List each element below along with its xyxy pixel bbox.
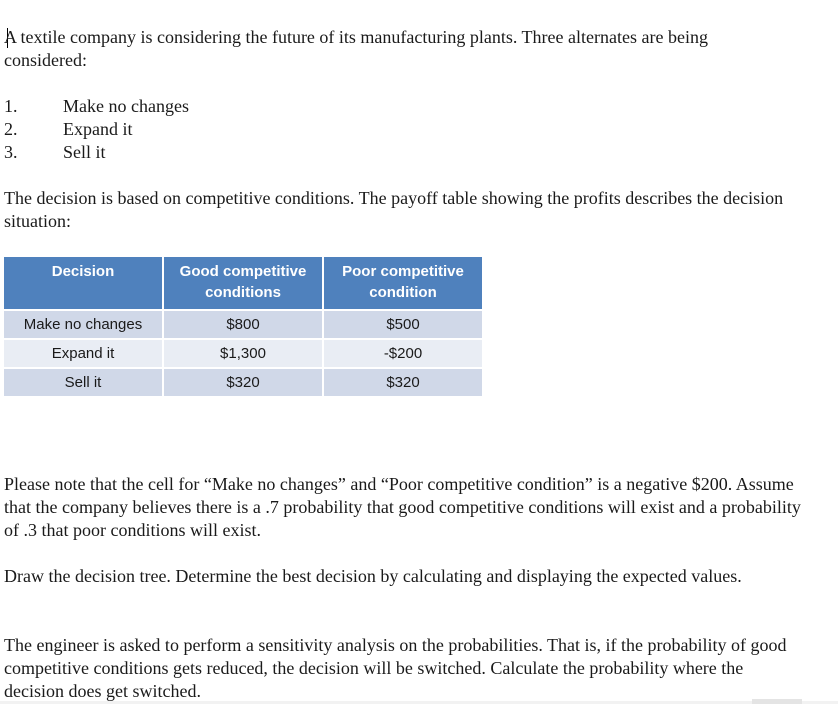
table-cell: -$200 [323,339,483,368]
list-item-number: 2. [4,119,18,139]
intro-paragraph: A textile company is considering the future of its manufacturing plants. Three alternates are being considered: [4,27,708,70]
header-decision: Decision [4,257,163,310]
payoff-table [4,257,484,398]
table-cell: $320 [163,368,323,397]
list-item-number: 1. [4,96,18,116]
sensitivity-task-paragraph: The engineer is asked to perform a sensitivity analysis on the probabilities. That is, if the probability of good competitive conditions gets reduced, the decision will be switched. Calculate the probability where the decision does get switched. [4,635,787,701]
table-cell: Expand it [4,339,163,368]
scrollbar-thumb[interactable] [752,699,802,704]
header-poor-condition: Poor competitive condition [323,257,483,310]
table-cell: $500 [323,310,483,339]
list-item-number: 3. [4,142,18,162]
table-header-row [4,257,483,310]
note-paragraph: Please note that the cell for “Make no changes” and “Poor competitive condition” is a negative $200. Assume that the company believes there is a .7 probability that good competitive conditions will exist and a probability of .3 that poor conditions will exist. [4,474,801,540]
table-row [4,310,483,339]
list-item-label: Expand it [63,119,133,139]
basis-paragraph: The decision is based on competitive conditions. The payoff table showing the profits describes the decision situation: [4,188,784,231]
list-item-label: Make no changes [63,96,189,116]
table-row [4,339,483,368]
header-good-conditions: Good competitive conditions [163,257,323,310]
draw-task-paragraph: Draw the decision tree. Determine the best decision by calculating and displaying the expected values. [4,566,742,586]
list-item-label: Sell it [63,142,106,162]
table-cell: $320 [323,368,483,397]
table-cell: Sell it [4,368,163,397]
table-row [4,368,483,397]
table-cell: $800 [163,310,323,339]
table-cell: $1,300 [163,339,323,368]
table-cell: Make no changes [4,310,163,339]
